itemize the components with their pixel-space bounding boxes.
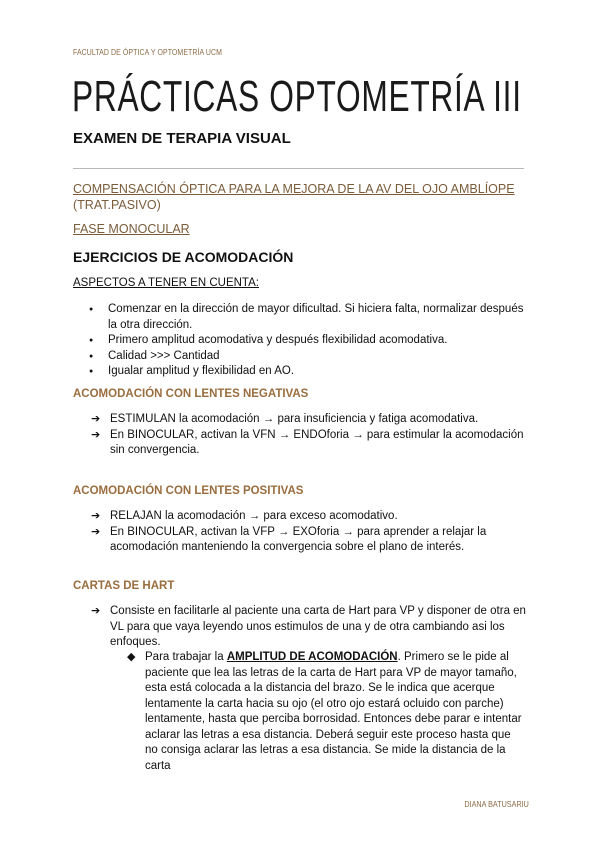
- section-link-suffix: (TRAT.PASIVO): [73, 198, 161, 212]
- list-item: ● Primero amplitud acomodativa y después flexibilidad acomodativa.: [108, 333, 528, 349]
- phase-label: FASE MONOCULAR: [73, 222, 190, 236]
- list-item: ➔ RELAJAN la acomodación → para exceso acomodativo.: [110, 509, 530, 525]
- hart-sublist: [145, 650, 523, 774]
- sub-text: . Primero se le pide al paciente que lea las letras de la carta de Hart para VP de mayor tamaño, esta está colocada a la distancia del brazo. Se le indica que acerque lentamente la carta hacia su ojo (el otro ojo estará ocluido con parche) lentamente, hasta que perciba borrosidad. Entonces debe parar e intentar aclarar las letras a esa distancia. Deberá seguir este proceso hasta que no consiga aclarar las letras a esa distancia. Se mide la distancia de la carta: [145, 651, 522, 772]
- section-link[interactable]: COMPENSACIÓN ÓPTICA PARA LA MEJORA DE LA AV DEL OJO AMBLÍOPE: [73, 182, 515, 196]
- list-item: ● Igualar amplitud y flexibilidad en AO.: [108, 364, 528, 380]
- list-item: ● Comenzar en la dirección de mayor dificultad. Si hiciera falta, normalizar después la otra dirección.: [108, 302, 528, 333]
- negative-lenses-heading: ACOMODACIÓN CON LENTES NEGATIVAS: [73, 388, 309, 400]
- list-item: ➔ ESTIMULAN la acomodación → para insuficiencia y fatiga acomodativa.: [110, 412, 530, 428]
- hart-description: ➔ Consiste en facilitarle al paciente una carta de Hart para VP y disponer de otra en VL para que vaya leyendo unos estimulos de una y de otra cambiando asi los enfoques.: [110, 604, 530, 651]
- sub-prefix: Para trabajar la: [145, 651, 227, 663]
- list-item: [145, 650, 523, 774]
- negative-lenses-list: [110, 412, 530, 459]
- author-footer: DIANA BATUSARIU: [464, 799, 529, 809]
- exercises-heading: EJERCICIOS DE ACOMODACIÓN: [73, 249, 294, 265]
- exam-subtitle: EXAMEN DE TERAPIA VISUAL: [73, 130, 291, 147]
- section-heading: [73, 181, 533, 213]
- list-item: ➔ En BINOCULAR, activan la VFN → ENDOforia → para estimular la acomodación sin convergencia.: [110, 428, 530, 459]
- page-title: PRÁCTICAS OPTOMETRÍA III: [72, 72, 522, 121]
- list-item: ➔ En BINOCULAR, activan la VFP → EXOforia → para aprender a relajar la acomodación manteniendo la convergencia sobre el plano de interés.: [110, 525, 530, 556]
- amplitude-emphasis: AMPLITUD DE ACOMODACIÓN: [226, 651, 398, 663]
- aspects-list: [108, 302, 528, 380]
- aspects-title: ASPECTOS A TENER EN CUENTA:: [73, 277, 259, 289]
- divider-line: [73, 168, 524, 169]
- positive-lenses-heading: ACOMODACIÓN CON LENTES POSITIVAS: [73, 485, 304, 497]
- list-item: ● Calidad >>> Cantidad: [108, 349, 528, 365]
- faculty-header: FACULTAD DE ÓPTICA Y OPTOMETRÍA UCM: [73, 47, 223, 57]
- hart-charts-heading: CARTAS DE HART: [73, 580, 175, 592]
- positive-lenses-list: [110, 509, 530, 556]
